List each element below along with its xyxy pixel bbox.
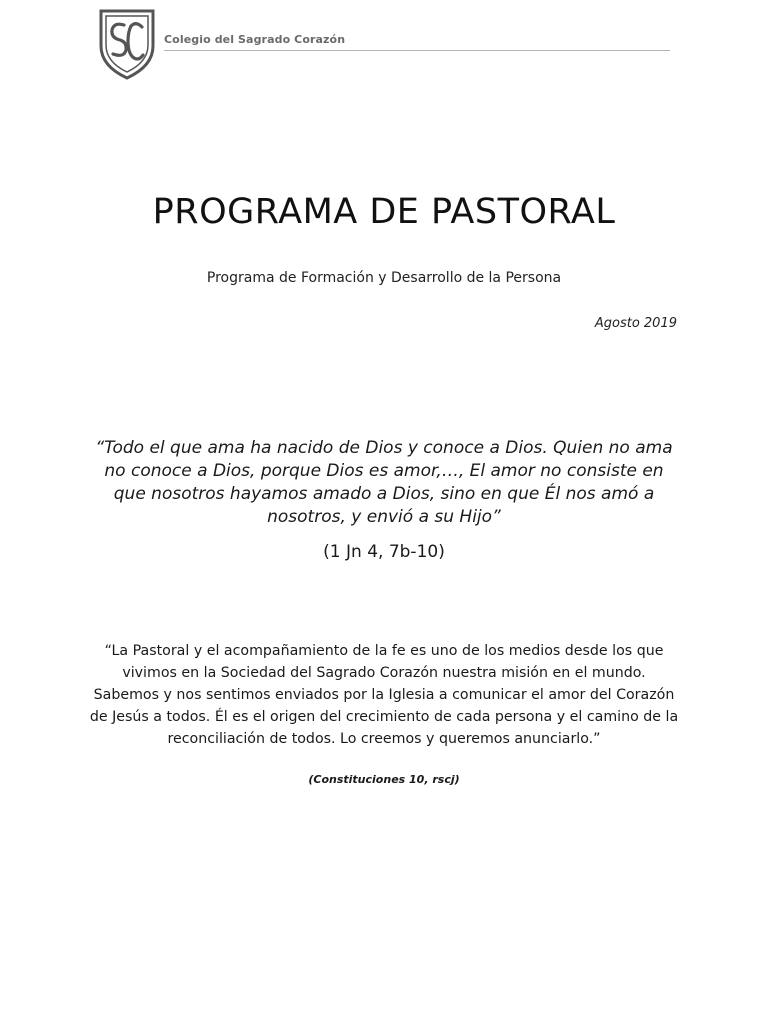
constitutions-quote-reference: (Constituciones 10, rscj)	[308, 773, 460, 786]
header-divider	[164, 50, 670, 51]
document-subtitle: Programa de Formación y Desarrollo de la Persona	[206, 270, 562, 286]
document-title: PROGRAMA DE PASTORAL	[152, 192, 616, 232]
school-name: Colegio del Sagrado Corazón	[164, 33, 346, 46]
document-date: Agosto 2019	[594, 316, 677, 331]
document-header	[98, 8, 672, 88]
school-shield-logo-icon	[98, 8, 156, 80]
constitutions-quote-text: “La Pastoral y el acompañamiento de la fe es uno de los medios desde los que vivimos en la Sociedad del Sagrado Corazón nuestra misión en el mundo. Sabemos y nos sentimos enviados por la Iglesia a comunicar el amor del Corazón de Jesús a todos. Él es el origen del crecimiento de cada persona y el camino de la reconciliación de todos. Lo creemos y queremos anunciarlo.”	[89, 643, 679, 747]
bible-quote-reference: (1 Jn 4, 7b-10)	[323, 542, 445, 562]
bible-quote-text: “Todo el que ama ha nacido de Dios y conoce a Dios. Quien no ama no conoce a Dios, porque Dios es amor,…, El amor no consiste en que nosotros hayamos amado a Dios, sino en que Él nos amó a nosotros, y envió a su Hijo”	[95, 438, 673, 527]
